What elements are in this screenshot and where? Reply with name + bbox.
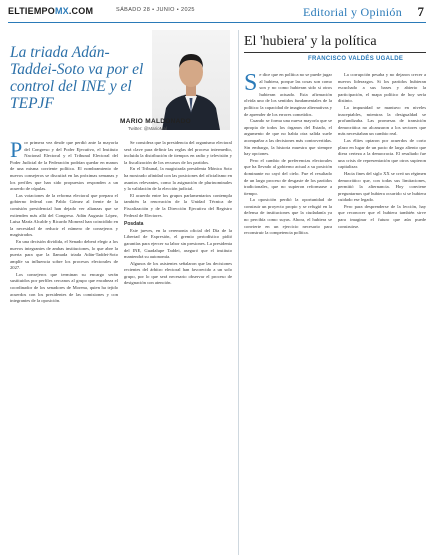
paragraph: Algunos de los asistentes señalaron que las decisiones recientes del árbitro electoral han favorecido a un solo grupo, por lo que será necesario observar el proceso de designación con atención. xyxy=(124,260,232,286)
left-column-2 xyxy=(124,140,232,555)
paragraph: Las votaciones de la reforma electoral que prepara el gobierno federal con Pablo Gómez al frente de la comisión presidencial han dejado ver alianzas que se extienden más allá del Congreso. Adán Augusto López, Luisa María Alcalde y Ricardo Monreal han coincidido en la necesidad de reducir el número de consejeros y magistrados. xyxy=(10,192,118,238)
site-logo[interactable] xyxy=(8,6,93,16)
right-author-name: FRANCISCO VALDÉS UGALDE xyxy=(308,56,404,62)
left-author-handle[interactable]: Twitter: @MarioMal xyxy=(128,126,167,131)
header-divider xyxy=(8,22,426,23)
left-article-title: La triada Adán-Taddei-Soto va por el control del INE y el TEPJF xyxy=(10,44,144,112)
left-author-name: MARIO MALDONADO xyxy=(120,118,191,125)
paragraph: En una decisión dividida, el Senado deberá elegir a los nuevos integrantes de ambas instituciones, lo que abre la puerta para que la llamada triada Adán-Taddei-Soto amplíe su influencia sobre los procesos electorales de 2027. xyxy=(10,238,118,271)
author-photo xyxy=(152,30,230,130)
paragraph: or primera vez desde que perdió ante la mayoría del Congreso y del Poder Ejecutivo, el Instituto Nacional Electoral y el Tribunal Electoral del Poder Judicial de la Federación podrían quedar en manos de una misma corriente política. El nombramiento de nuevos consejeros se discutirá en las próximas semanas y los perfiles que han sido propuestos responden a un acuerdo de cúpulas. xyxy=(10,140,118,192)
paragraph: Los consejeros que terminan su encargo serán sustituidos por perfiles cercanos al grupo que encabeza el coordinador de los senadores de Morena, quien ha tejido acuerdos con los presidentes de las comisiones y con integrantes de la oposición. xyxy=(10,271,118,304)
logo-suffix: .COM xyxy=(68,6,94,16)
left-dropcap: P xyxy=(10,140,23,162)
column-divider xyxy=(238,30,239,555)
section-title: Editorial y Opinión xyxy=(302,5,402,19)
paragraph: Se considera que la presidencia del organismo electoral será clave para definir las reglas del proceso intermedio, incluida la distribución de tiempos en radio y televisión y la fiscalización de los recursos de los partidos. xyxy=(124,140,232,165)
masthead xyxy=(8,6,426,20)
page-number: 7 xyxy=(417,4,424,19)
subheading-posdata: Posdata xyxy=(124,221,144,228)
logo-accent: MX xyxy=(54,6,69,16)
paragraph: Hacia fines del siglo XX se creó un régimen democrático que, con todas sus limitaciones, permitió la alternancia. Hoy conviene preguntarnos qué hubiera ocurrido si se hubiera cuidado ese legado. xyxy=(338,170,426,203)
dateline: SÁBADO 28 • JUNIO • 2025 xyxy=(116,7,195,13)
paragraph: Este jueves, en la ceremonia oficial del Día de la Libertad de Expresión, el gremio periodístico pidió garantías para ejercer su labor sin presiones. La presidenta del INE, Guadalupe Taddei, aseguró que el instituto mantendrá su autonomía. xyxy=(124,227,232,260)
paragraph: La corrupción pesaba y no dejaron crecer a nuevos liderazgos. Si los partidos hubieran escuchado a sus bases y abierto la participación, el mapa político de hoy sería distinto. xyxy=(338,72,426,104)
paragraph: Cuando se forma una nueva mayoría que se apropia de todos los órganos del Estado, el argumento de que no había otra salida suele acompañar a las decisiones más controvertidas. Sin embargo, la historia muestra que siempre hay opciones. xyxy=(244,118,332,157)
paragraph: La impunidad se mantuvo en niveles inaceptables, mientras la desigualdad se profundizaba. Las promesas de transición democrática no alcanzaron a los sectores que más necesitaban un cambio real. xyxy=(338,104,426,137)
left-column-1 xyxy=(10,140,118,555)
paragraph: El acuerdo entre los grupos parlamentarios contempla también la renovación de la Unidad Técnica de Fiscalización y de la Dirección Ejecutiva del Registro Federal de Electores. xyxy=(124,192,232,218)
right-article-title: El 'hubiera' y la política xyxy=(244,34,377,49)
right-title-divider xyxy=(244,52,426,53)
paragraph: Pero el cambio de preferencias electorales que ha llevado al gobierno actual a su posición dominante no cayó del cielo. Fue el resultado de un largo proceso de desgaste de los partidos tradicionales, que no supieron reformarse a tiempo. xyxy=(244,157,332,196)
paragraph: La oposición perdió la oportunidad de construir un proyecto propio y se refugió en la defensa de instituciones que la ciudadanía ya no percibía como suyas. Ahora, el hubiera se convierte en un ejercicio necesario para reconstruir la competencia política. xyxy=(244,197,332,236)
author-portrait-icon xyxy=(152,30,230,130)
paragraph: e dice que en política no se puede jugar al hubiera, porque las cosas son como son y no como hubieran sido si otros hubieran actuado. Esta afirmación olvida uno de los sentidos fundamentales de la política: la capacidad de imaginar alternativas y de aprender de los errores cometidos. xyxy=(244,72,332,117)
right-column-2 xyxy=(338,72,426,555)
paragraph: En el Tribunal, la magistrada presidenta Mónica Soto ha mostrado afinidad con las posiciones del oficialismo en asuntos relevantes, como la asignación de plurinominales y la validación de la elección judicial. xyxy=(124,166,232,192)
paragraph: Pero para desprenderse de la lección, hay que reconocer que el hubiera también sirve para imaginar el futuro que aún puede construirse. xyxy=(338,203,426,229)
right-dropcap: S xyxy=(244,72,258,96)
paragraph: Las élites optaron por acuerdos de corto plazo en lugar de un pacto de largo aliento que diera certeza a la democracia. El resultado fue una crisis de representación que otros supieron capitalizar. xyxy=(338,137,426,170)
logo-main: ELTIEMPO xyxy=(8,6,55,16)
right-column-1 xyxy=(244,72,332,555)
